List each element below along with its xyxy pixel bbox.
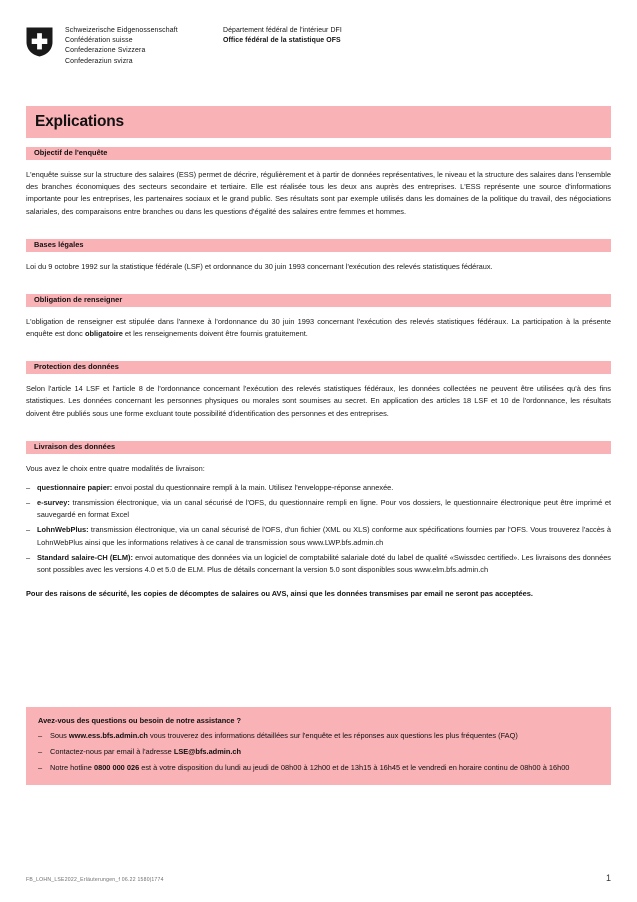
section-protection-donnees — [26, 361, 611, 420]
page-number: 1 — [605, 873, 611, 883]
section-obligation — [26, 294, 611, 340]
list-item — [26, 482, 611, 494]
livraison-intro: Vous avez le choix entre quatre modalités de livraison: — [26, 463, 205, 473]
department-name: Département fédéral de l'intérieur DFI — [223, 27, 342, 34]
help-box — [26, 707, 611, 785]
section-heading-obligation: Obligation de renseigner — [26, 294, 611, 307]
hotline-number: 0800 000 026 — [93, 762, 140, 772]
help-item-2-pre: Notre hotline — [50, 762, 94, 772]
document-header — [26, 26, 611, 67]
list-item — [26, 552, 611, 577]
confederation-name-de: Schweizerische Eidgenossenschaft — [65, 27, 178, 34]
help-item-2-post: est à votre disposition du lundi au jeudi de 08h00 à 12h00 et de 13h15 à 16h45 et le vendredi en horaire continu de 08h00 à 16h00 — [139, 762, 570, 772]
website-link-ess[interactable]: www.ess.bfs.admin.ch — [68, 731, 148, 740]
section-objectif-paragraph: L'enquête suisse sur la structure des salaires (ESS) permet de décrire, régulièrement et à partir de données représentatives, le niveau et la structure des salaires dans l'ensemble des branches économiques des secteurs secondaire et tertiaire. Elle est réalisée tous les deux ans auprès des entreprises. L'ESS représente une source d'informations importante pour les entreprises, les partenaires sociaux et le grand public. Ses résultats sont par exemple utilisés dans les domaines de la politique du travail, des négociations salariales, des comparaisons entre branches ou dans les questions d'égalité des salaires entre femmes et hommes. — [26, 169, 611, 216]
title-banner — [26, 106, 611, 138]
help-box-title: Avez-vous des questions ou besoin de notre assistance ? — [38, 716, 242, 725]
department-block — [223, 26, 342, 46]
office-name: Office fédéral de la statistique OFS — [223, 37, 341, 45]
list-item — [38, 746, 599, 758]
modality-label-esurvey: e-survey: — [37, 497, 70, 507]
list-item — [38, 730, 599, 742]
help-item-0-post: vous trouverez des informations détaillées sur l'enquête et les réponses aux questions les plus fréquentes (FAQ) — [147, 731, 518, 740]
list-item — [26, 497, 611, 522]
section-obligation-paragraph: L'obligation de renseigner est stipulée dans l'annexe à l'ordonnance du 30 juin 1993 concernant l'exécution des relevés statistiques fédéraux. La participation à la présente enquête est donc obligatoire et les renseignements doivent être fournis gratuitement. — [26, 316, 611, 338]
modality-text-esurvey: transmission électronique, via un canal sécurisé de l'OFS, du questionnaire rempli en ligne. Pour vos dossiers, le questionnaire électronique peut être imprimé et sauvegardé en format Excel — [37, 497, 611, 520]
confederation-name-fr: Confédération suisse — [65, 37, 133, 45]
document-footer — [26, 873, 611, 883]
section-bases-legales — [26, 239, 611, 273]
confederation-name-rm: Confederaziun svizra — [65, 57, 133, 65]
confederation-name-it: Confederazione Svizzera — [65, 47, 146, 55]
page-title: Explications — [35, 113, 124, 130]
section-livraison — [26, 441, 611, 600]
section-heading-objectif: Objectif de l'enquête — [26, 147, 611, 160]
document-content — [26, 147, 611, 600]
section-heading-protection-donnees: Protection des données — [26, 361, 611, 374]
modality-label-papier: questionnaire papier: — [37, 482, 113, 492]
livraison-modalities-list — [26, 482, 611, 576]
section-heading-bases-legales: Bases légales — [26, 239, 611, 252]
help-box-list — [38, 730, 599, 774]
modality-label-elm: Standard salaire-CH (ELM): — [37, 552, 133, 562]
confederation-names — [65, 26, 215, 67]
section-protection-donnees-paragraph: Selon l'article 14 LSF et l'article 8 de l'ordonnance concernant l'exécution des relevés statistiques fédéraux, les données collectées ne peuvent être utilisées qu'à des fins statistiques. Les données concernant les personnes physiques ou morales sont soumises au secret. En application des articles 18 LSF et 10 de l'ordonnance, les résultats doivent être publiés sous une forme excluant toute possibilité d'identification des personnes et des entreprises. — [26, 383, 611, 418]
section-bases-legales-paragraph: Loi du 9 octobre 1992 sur la statistique fédérale (LSF) et ordonnance du 30 juin 1993 concernant l'exécution des relevés statistiques fédéraux. — [26, 261, 493, 271]
email-link-lse[interactable]: LSE@bfs.admin.ch — [173, 746, 242, 756]
modality-label-lohnwebplus: LohnWebPlus: — [37, 525, 89, 535]
document-code: FB_LOHN_LSE2022_Erläuterungen_f 06.22 1580|1774 — [26, 877, 164, 883]
swiss-confederation-shield-icon — [26, 27, 53, 57]
help-item-0-pre: Sous — [50, 731, 69, 740]
list-item — [26, 524, 611, 549]
section-heading-livraison: Livraison des données — [26, 441, 611, 454]
help-item-1-pre: Contactez-nous par email à l'adresse — [50, 746, 174, 756]
modality-text-papier: envoi postal du questionnaire rempli à la main. Utilisez l'enveloppe-réponse annexée. — [112, 482, 394, 492]
modality-text-lohnwebplus: transmission électronique, via un canal sécurisé de l'OFS, d'un fichier (XML ou XLS) conforme aux spécifications fournies par l'OFS. Vous trouverez l'accès à LohnWebPlus ainsi que les informations relatives à ce canal de transmission sous www.LWP.bfs.admin.ch — [37, 525, 611, 547]
list-item — [38, 762, 599, 774]
security-warning: Pour des raisons de sécurité, les copies de décomptes de salaires ou AVS, ainsi que les données transmises par email ne seront pas acceptées. — [26, 588, 533, 598]
modality-text-elm: envoi automatique des données via un logiciel de comptabilité salariale doté du label de qualité «Swissdec certified». Les livraisons des données sont possibles avec les versions 4.0 et 5.0 de ELM. Plus de détails concernant la version 5.0 sont disponibles sous www.elm.bfs.admin.ch — [37, 552, 611, 574]
section-objectif — [26, 147, 611, 218]
